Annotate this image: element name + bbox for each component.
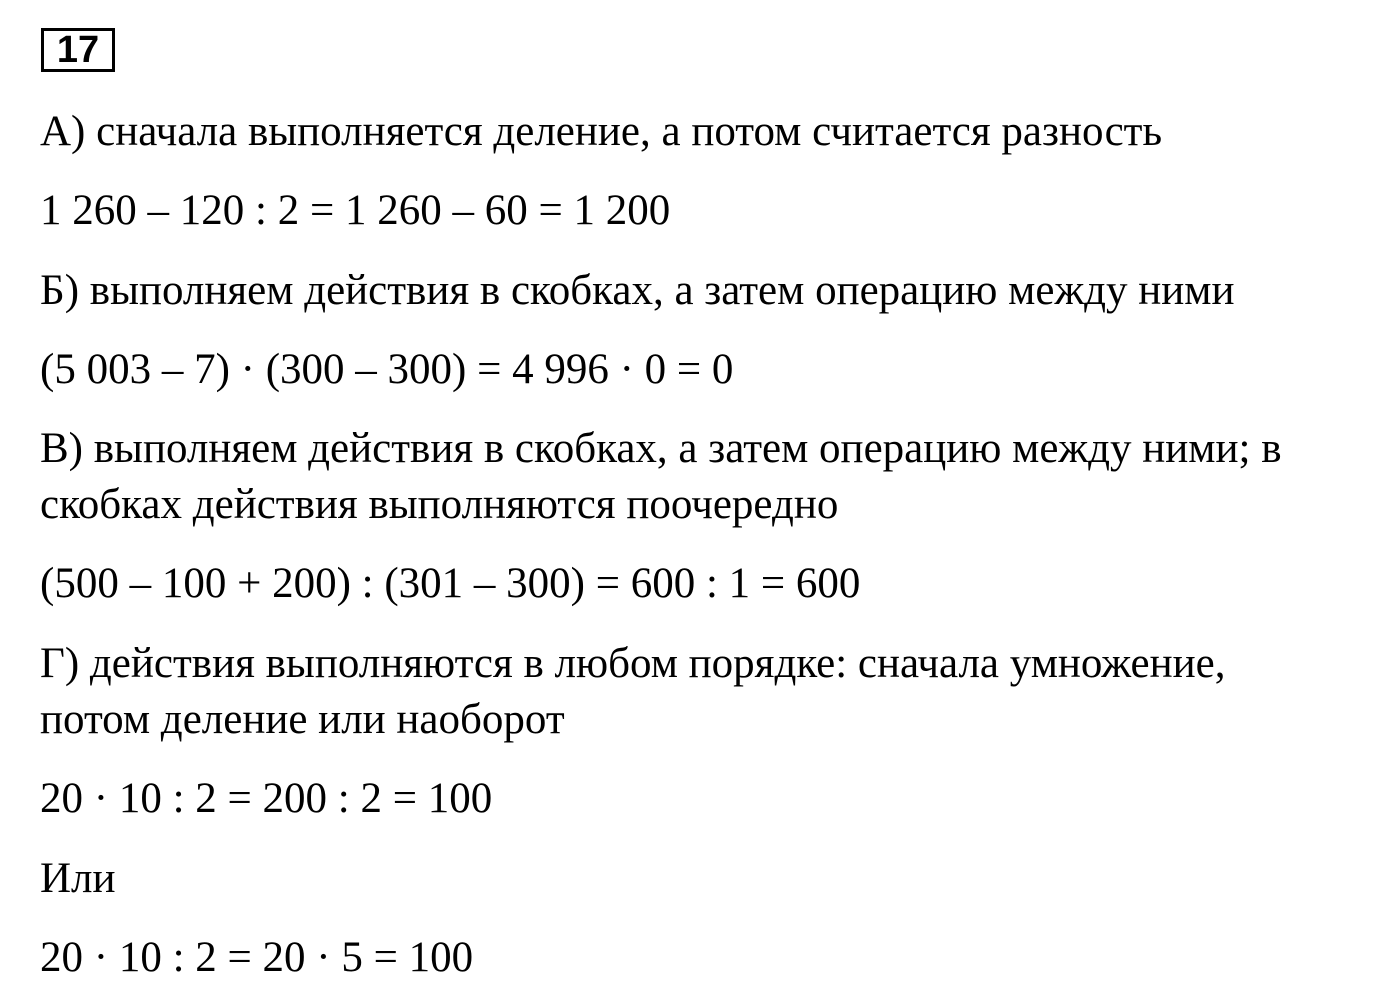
item-c-text-line2: скобках действия выполняются поочередно: [40, 481, 839, 528]
item-d-text-line2: потом деление или наоборот: [40, 696, 565, 743]
item-c-text-line1: В) выполняем действия в скобках, а затем операцию между ними; в: [40, 425, 1282, 472]
item-b-text: Б) выполняем действия в скобках, а затем операцию между ними: [40, 267, 1235, 314]
task-number-box: 17: [41, 28, 115, 72]
item-d-text-line1: Г) действия выполняются в любом порядке: сначала умножение,: [40, 640, 1226, 687]
item-d-or: Или: [40, 855, 116, 902]
item-d-expression-1: 20 · 10 : 2 = 200 : 2 = 100: [40, 775, 493, 822]
item-b-expression: (5 003 – 7) · (300 – 300) = 4 996 · 0 = 0: [40, 346, 734, 393]
item-a-expression: 1 260 – 120 : 2 = 1 260 – 60 = 1 200: [40, 187, 671, 234]
item-c-expression: (500 – 100 + 200) : (301 – 300) = 600 : 1 = 600: [40, 560, 861, 607]
item-a-text: А) сначала выполняется деление, а потом считается разность: [40, 108, 1163, 155]
item-d-expression-2: 20 · 10 : 2 = 20 · 5 = 100: [40, 934, 474, 981]
